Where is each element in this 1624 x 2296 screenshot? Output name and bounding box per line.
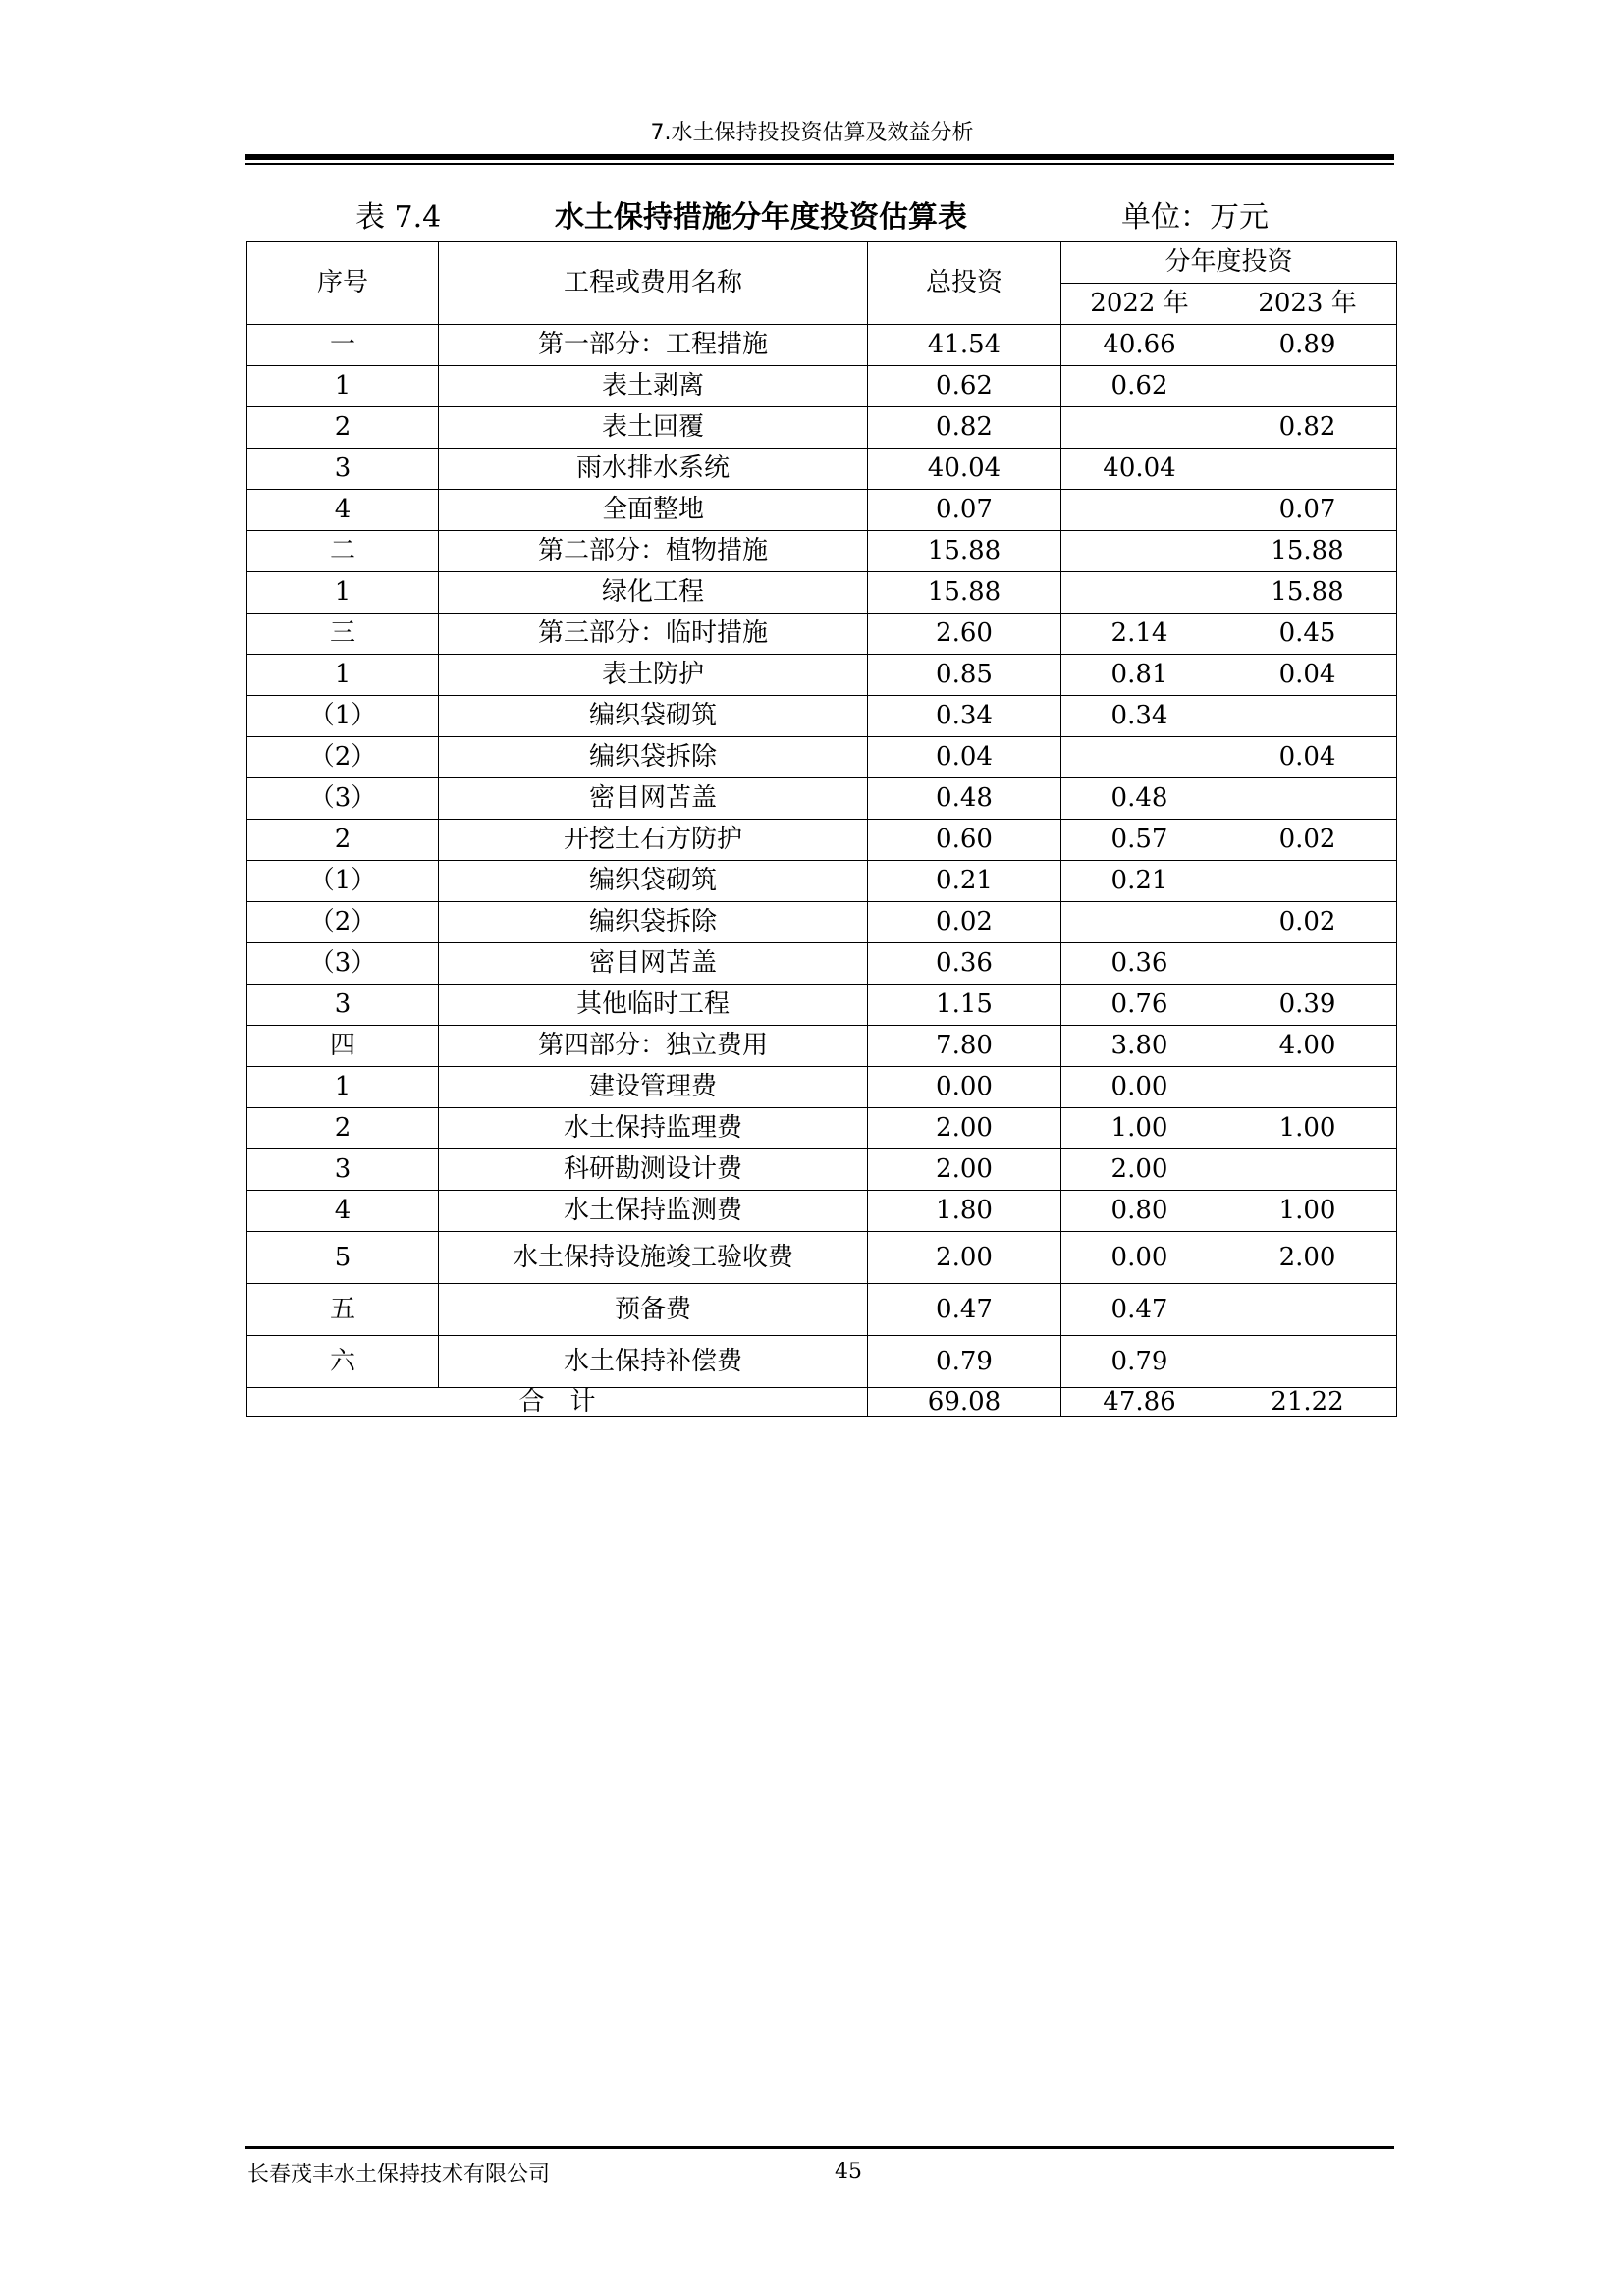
cell-2022: 1.00 [1061,1108,1218,1149]
header-annual: 分年度投资 [1061,242,1397,284]
cell-2022: 0.34 [1061,696,1218,737]
cell-2023: 4.00 [1218,1026,1397,1067]
table-row [247,985,1397,1026]
cell-seq: 三 [247,614,439,655]
cell-name: 第三部分：临时措施 [439,614,868,655]
cell-name: 密目网苫盖 [439,778,868,820]
cell-2023: 0.07 [1218,490,1397,531]
table-row [247,325,1397,366]
cell-2023: 15.88 [1218,572,1397,614]
page-number: 45 [835,2160,862,2184]
cell-total: 15.88 [868,531,1061,572]
cell-total: 0.21 [868,861,1061,902]
table-row [247,696,1397,737]
cell-seq: （2） [247,737,439,778]
total-row [247,1388,1397,1417]
table-row [247,778,1397,820]
cell-name: 第四部分：独立费用 [439,1026,868,1067]
cell-total: 2.60 [868,614,1061,655]
cell-seq: 4 [247,490,439,531]
cell-2022: 0.36 [1061,943,1218,985]
table-row [247,1336,1397,1388]
cell-2022: 2.00 [1061,1149,1218,1191]
table-row [247,820,1397,861]
cell-total: 0.04 [868,737,1061,778]
header-name: 工程或费用名称 [439,242,868,325]
cell-name: 其他临时工程 [439,985,868,1026]
cell-total: 0.34 [868,696,1061,737]
cell-2022: 3.80 [1061,1026,1218,1067]
header-2022: 2022 年 [1061,284,1218,325]
table-row [247,614,1397,655]
cell-total: 2.00 [868,1232,1061,1284]
table-row [247,655,1397,696]
cell-total: 0.85 [868,655,1061,696]
cell-seq: 二 [247,531,439,572]
table-row [247,1191,1397,1232]
table-unit: 单位：万元 [1121,200,1269,235]
cell-total: 1.80 [868,1191,1061,1232]
cell-2023: 0.39 [1218,985,1397,1026]
table-row [247,366,1397,407]
cell-2023 [1218,366,1397,407]
cell-total: 2.00 [868,1108,1061,1149]
table-row [247,1026,1397,1067]
cell-2022 [1061,737,1218,778]
cell-seq: 1 [247,572,439,614]
cell-name: 表土防护 [439,655,868,696]
table-row [247,943,1397,985]
cell-2023 [1218,1067,1397,1108]
cell-2023 [1218,449,1397,490]
table-row [247,737,1397,778]
cell-seq: 五 [247,1284,439,1336]
cell-2023 [1218,1336,1397,1388]
cell-2023 [1218,861,1397,902]
cell-name: 预备费 [439,1284,868,1336]
header-rule-thin [245,163,1394,165]
cell-name: 编织袋拆除 [439,737,868,778]
cell-name: 水土保持设施竣工验收费 [439,1232,868,1284]
cell-name: 建设管理费 [439,1067,868,1108]
cell-2022 [1061,407,1218,449]
cell-2023: 0.45 [1218,614,1397,655]
cell-2022: 0.80 [1061,1191,1218,1232]
cell-2023: 1.00 [1218,1108,1397,1149]
table-title: 水土保持措施分年度投资估算表 [555,200,967,235]
cell-seq: （3） [247,778,439,820]
cell-total: 0.36 [868,943,1061,985]
cell-name: 编织袋砌筑 [439,696,868,737]
table-row [247,407,1397,449]
cell-seq: 六 [247,1336,439,1388]
cell-seq: （3） [247,943,439,985]
cell-2023: 0.82 [1218,407,1397,449]
cell-seq: 5 [247,1232,439,1284]
table-body [247,325,1397,1388]
cell-2022: 0.00 [1061,1067,1218,1108]
footer-rule [245,2146,1394,2149]
cell-name: 编织袋砌筑 [439,861,868,902]
cell-2023 [1218,696,1397,737]
table-row [247,490,1397,531]
cell-name: 第二部分：植物措施 [439,531,868,572]
investment-table [246,241,1397,1417]
total-sum: 69.08 [868,1388,1061,1417]
cell-total: 0.62 [868,366,1061,407]
cell-seq: 3 [247,1149,439,1191]
cell-name: 第一部分：工程措施 [439,325,868,366]
cell-2023 [1218,1149,1397,1191]
table-row [247,1284,1397,1336]
cell-2023: 15.88 [1218,531,1397,572]
cell-2022: 0.81 [1061,655,1218,696]
cell-name: 表土回覆 [439,407,868,449]
header-2023: 2023 年 [1218,284,1397,325]
cell-total: 1.15 [868,985,1061,1026]
cell-seq: （2） [247,902,439,943]
cell-total: 0.60 [868,820,1061,861]
cell-seq: 2 [247,407,439,449]
table-row [247,1067,1397,1108]
table-row [247,902,1397,943]
cell-2023: 0.04 [1218,737,1397,778]
header-total: 总投资 [868,242,1061,325]
cell-name: 全面整地 [439,490,868,531]
cell-seq: （1） [247,696,439,737]
cell-2023 [1218,943,1397,985]
cell-name: 雨水排水系统 [439,449,868,490]
cell-2022: 0.79 [1061,1336,1218,1388]
cell-seq: 3 [247,449,439,490]
cell-seq: （1） [247,861,439,902]
cell-2023: 1.00 [1218,1191,1397,1232]
table-row [247,572,1397,614]
cell-seq: 4 [247,1191,439,1232]
table-row [247,1232,1397,1284]
cell-2022: 0.57 [1061,820,1218,861]
cell-2023: 0.04 [1218,655,1397,696]
cell-name: 绿化工程 [439,572,868,614]
cell-2022: 0.21 [1061,861,1218,902]
cell-seq: 2 [247,820,439,861]
cell-total: 15.88 [868,572,1061,614]
cell-total: 0.02 [868,902,1061,943]
total-label: 合 计 [247,1388,868,1417]
cell-total: 0.00 [868,1067,1061,1108]
cell-total: 0.47 [868,1284,1061,1336]
cell-2022: 0.48 [1061,778,1218,820]
cell-2023 [1218,1284,1397,1336]
cell-seq: 3 [247,985,439,1026]
cell-name: 水土保持监测费 [439,1191,868,1232]
footer-company: 长春茂丰水土保持技术有限公司 [247,2163,551,2187]
cell-total: 0.82 [868,407,1061,449]
table-row [247,861,1397,902]
cell-total: 0.07 [868,490,1061,531]
cell-2022 [1061,902,1218,943]
cell-total: 0.79 [868,1336,1061,1388]
cell-2022 [1061,572,1218,614]
cell-2023: 0.89 [1218,325,1397,366]
cell-2023: 2.00 [1218,1232,1397,1284]
header-rule-thick [245,154,1394,160]
cell-2022: 0.00 [1061,1232,1218,1284]
cell-2023: 0.02 [1218,820,1397,861]
cell-2022: 2.14 [1061,614,1218,655]
cell-name: 密目网苫盖 [439,943,868,985]
cell-name: 编织袋拆除 [439,902,868,943]
cell-2023 [1218,778,1397,820]
cell-seq: 1 [247,1067,439,1108]
cell-total: 7.80 [868,1026,1061,1067]
page-header-title: 7.水土保持投投资估算及效益分析 [650,121,974,145]
table-row [247,449,1397,490]
table-header-row [247,242,1397,284]
cell-seq: 1 [247,655,439,696]
table-number: 表 7.4 [355,200,442,235]
cell-name: 水土保持监理费 [439,1108,868,1149]
cell-total: 40.04 [868,449,1061,490]
cell-total: 2.00 [868,1149,1061,1191]
cell-name: 水土保持补偿费 [439,1336,868,1388]
table-row [247,531,1397,572]
cell-total: 0.48 [868,778,1061,820]
table-row [247,1108,1397,1149]
cell-2022: 40.66 [1061,325,1218,366]
table-row [247,1149,1397,1191]
cell-name: 开挖土石方防护 [439,820,868,861]
cell-seq: 四 [247,1026,439,1067]
cell-2022 [1061,531,1218,572]
cell-2022: 0.76 [1061,985,1218,1026]
cell-name: 表土剥离 [439,366,868,407]
cell-2022: 0.62 [1061,366,1218,407]
cell-2022: 40.04 [1061,449,1218,490]
total-2022: 47.86 [1061,1388,1218,1417]
cell-2022 [1061,490,1218,531]
total-2023: 21.22 [1218,1388,1397,1417]
cell-seq: 一 [247,325,439,366]
header-seq: 序号 [247,242,439,325]
cell-name: 科研勘测设计费 [439,1149,868,1191]
cell-2023: 0.02 [1218,902,1397,943]
cell-seq: 1 [247,366,439,407]
cell-seq: 2 [247,1108,439,1149]
cell-total: 41.54 [868,325,1061,366]
cell-2022: 0.47 [1061,1284,1218,1336]
